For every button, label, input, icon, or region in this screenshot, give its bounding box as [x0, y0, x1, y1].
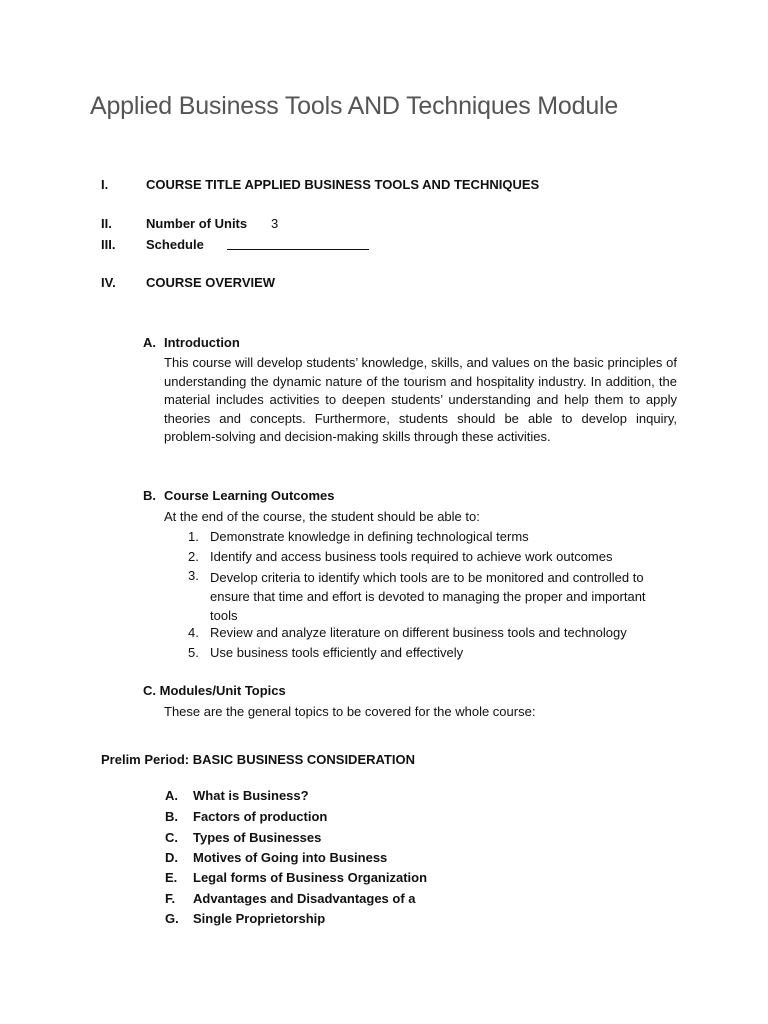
- topic-item: What is Business?: [193, 788, 309, 803]
- topic-letter: G.: [165, 911, 179, 926]
- topic-item: Single Proprietorship: [193, 911, 326, 926]
- outcome-number: 4.: [188, 625, 199, 640]
- outcome-item: Develop criteria to identify which tools are to be monitored and controlled to ensure that time and effort is devoted to managing the proper and important tools: [210, 570, 646, 623]
- topic-letter: E.: [165, 870, 178, 885]
- outcome-number: 3.: [188, 568, 199, 583]
- outcome-item: Demonstrate knowledge in defining technological terms: [210, 529, 529, 544]
- page-title: Applied Business Tools AND Techniques Module: [90, 92, 619, 120]
- units-label: Number of Units: [146, 216, 248, 231]
- outcome-number: 1.: [188, 529, 199, 544]
- modules-heading: C. Modules/Unit Topics: [143, 683, 286, 698]
- section-number: III.: [101, 237, 116, 252]
- course-title-heading: COURSE TITLE APPLIED BUSINESS TOOLS AND TECHNIQUES: [146, 177, 540, 192]
- introduction-paragraph: This course will develop students’ knowledge, skills, and values on the basic principles of understanding the dynamic nature of the tourism and hospitality industry. In addition, the material includes activities to deepen students’ understanding and help them to apply theories and concepts. Furthermore, students should be able to develop inquiry, problem-solving and decision-making skills through these activities.: [164, 355, 677, 445]
- units-value: 3: [271, 216, 279, 231]
- course-overview-heading: COURSE OVERVIEW: [146, 275, 276, 290]
- subsection-letter: A.: [143, 335, 156, 350]
- prelim-period-heading: Prelim Period: BASIC BUSINESS CONSIDERATION: [101, 752, 415, 767]
- schedule-label: Schedule: [146, 237, 204, 252]
- topic-item: Advantages and Disadvantages of a: [193, 891, 416, 906]
- outcome-item: Identify and access business tools required to achieve work outcomes: [210, 549, 613, 564]
- topic-item: Types of Businesses: [193, 830, 322, 845]
- introduction-heading: Introduction: [164, 335, 240, 350]
- topic-letter: F.: [165, 891, 176, 906]
- topic-item: Motives of Going into Business: [193, 850, 388, 865]
- topic-item: Factors of production: [193, 809, 328, 824]
- schedule-blank-line: [227, 237, 369, 255]
- topic-item: Legal forms of Business Organization: [193, 870, 428, 885]
- section-number: II.: [101, 216, 112, 231]
- outcome-item: Use business tools efficiently and effectively: [210, 645, 464, 660]
- outcomes-heading: Course Learning Outcomes: [164, 488, 335, 503]
- section-number: I.: [101, 177, 109, 192]
- topic-letter: D.: [165, 850, 178, 865]
- topic-letter: C.: [165, 830, 178, 845]
- section-number: IV.: [101, 275, 116, 290]
- topic-letter: A.: [165, 788, 178, 803]
- topic-letter: B.: [165, 809, 178, 824]
- outcomes-intro: At the end of the course, the student should be able to:: [164, 509, 480, 524]
- subsection-letter: B.: [143, 488, 156, 503]
- outcome-item: Review and analyze literature on different business tools and technology: [210, 625, 627, 640]
- modules-intro: These are the general topics to be covered for the whole course:: [164, 704, 536, 719]
- outcome-number: 5.: [188, 645, 199, 660]
- outcome-number: 2.: [188, 549, 199, 564]
